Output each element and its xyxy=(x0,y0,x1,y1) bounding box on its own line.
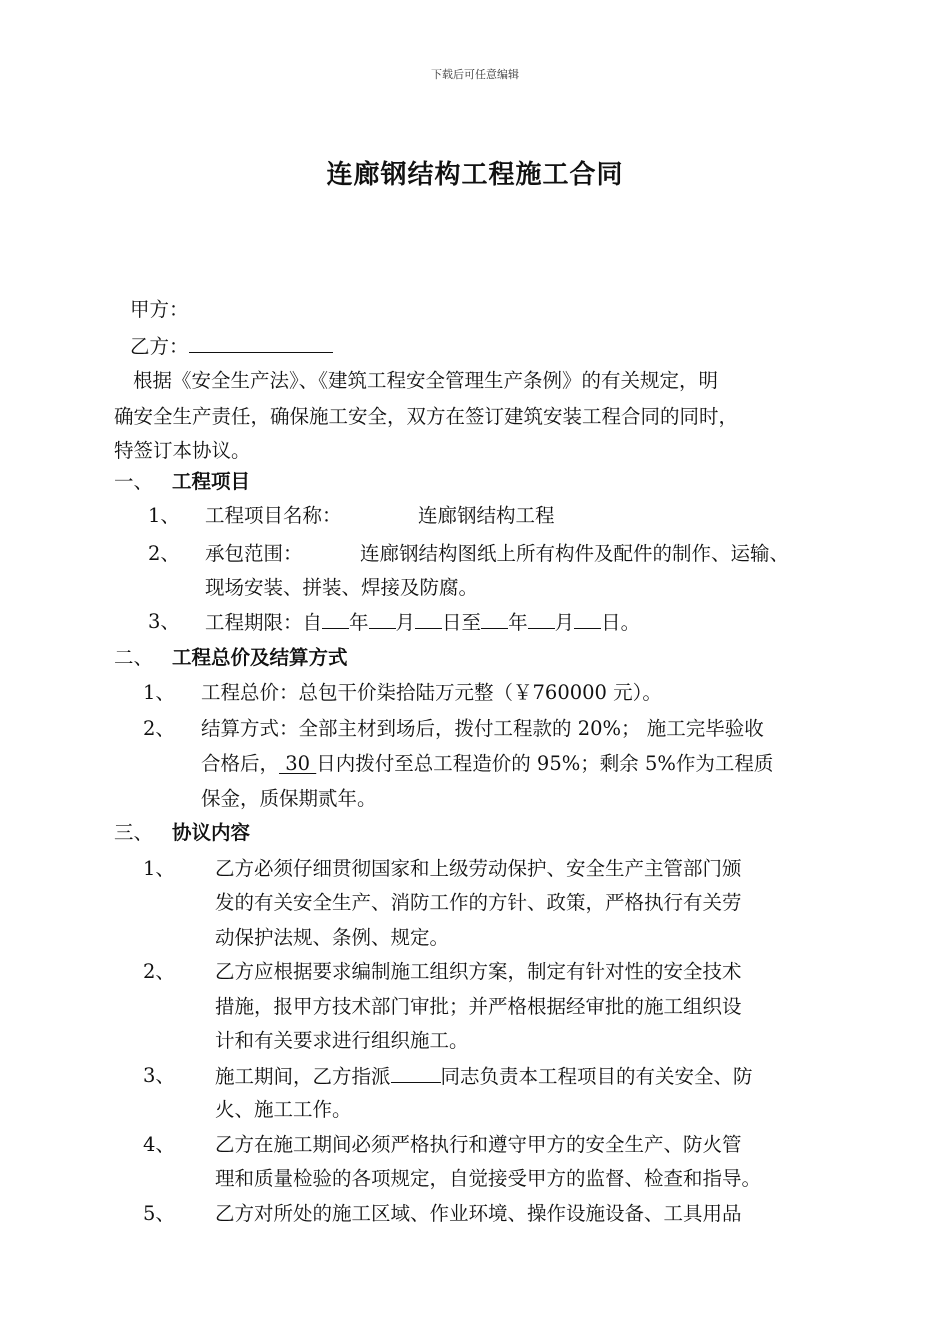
payment-days: 30 xyxy=(279,752,317,775)
start-month-blank xyxy=(369,608,396,629)
end-year-blank xyxy=(481,608,508,629)
start-year-blank xyxy=(322,608,349,629)
intro-line-2: 确安全生产责任，确保施工安全，双方在签订建筑安装工程合同的同时， xyxy=(114,405,739,428)
section3-item3-line2: 火、施工工作。 xyxy=(215,1098,352,1121)
party-a-label: 甲方： xyxy=(130,298,189,321)
end-day-blank xyxy=(574,608,601,629)
section1-number: 一、 xyxy=(114,470,154,493)
party-b-line xyxy=(130,332,333,361)
section2-number: 二、 xyxy=(114,646,154,669)
section1-item2-cont: 现场安装、拼装、焊接及防腐。 xyxy=(205,576,479,599)
start-day-blank xyxy=(415,608,442,629)
section2-title: 工程总价及结算方式 xyxy=(172,646,348,669)
section3-item1-line2: 发的有关安全生产、消防工作的方针、政策，严格执行有关劳 xyxy=(215,891,742,914)
section3-item1-line3: 动保护法规、条例、规定。 xyxy=(215,926,450,949)
section1-title: 工程项目 xyxy=(172,470,251,493)
section3-title: 协议内容 xyxy=(172,821,251,844)
responsible-person-blank xyxy=(391,1062,441,1083)
section3-number: 三、 xyxy=(114,821,154,844)
document-page: 下载后可任意编辑 连廊钢结构工程施工合同 甲方： 乙方： 根据《安全生产法》、《建筑工程安全管理生产条例》的有关规定，明 确安全生产责任，确保施工安全，双方在签订建筑安装工程合同的同时， 特签订本协议。 一、 工程项目 1、 工程项目名称： 连廊钢结构工程 2、 承包范围： 连廊钢结构图纸上所有构件及配件的制作、运输、 现场安装、拼装、焊接及防腐。 3、 工程期限：自 年 月 日至 年 月 日。 二、 工程总价及结算方式 1、 工程总价：总包干价柒拾陆万元整（￥760000 元）。 2、 结算方式：全部主材到场后，拨付工程款的 20%； 施工完毕验收 合格后， 30 日内拨付至总工程造价的 95%；剩余 5%作为工程质 保金，质保期贰年。 三、 协议内容 1、 乙方必须仔细贯彻国家和上级劳动保护、安全生产主管部门颁 发的有关安全生产、消防工作的方针、政策，严格执行有关劳 动保护法规、条例、规定。 2、 乙方应根据要求编制施工组织方案，制定有针对性的安全技术 措施，报甲方技术部门审批；并严格根据经审批的施工组织设 计和有关要求进行组织施工。 3、 施工期间，乙方指派 同志负责本工程项目的有关安全、防 火、施工工作。 4、 乙方在施工期间必须严格执行和遵守甲方的安全生产、防火管 理和质量检验的各项规定，自觉接受甲方的监督、检查和指导。 5、 乙方对所处的施工区域、作业环境、操作设施设备、工具用品 xyxy=(0,0,950,1344)
section2-item2-line2: 合格后， 30 日内拨付至总工程造价的 95%；剩余 5%作为工程质 xyxy=(201,752,774,775)
intro-line-1: 根据《安全生产法》、《建筑工程安全管理生产条例》的有关规定，明 xyxy=(133,369,719,392)
header-note: 下载后可任意编辑 xyxy=(431,68,519,81)
section3-item4-line2: 理和质量检验的各项规定，自觉接受甲方的监督、检查和指导。 xyxy=(215,1167,762,1190)
party-b-blank xyxy=(189,332,333,353)
party-b-label: 乙方： xyxy=(130,335,189,358)
section3-item2-line3: 计和有关要求进行组织施工。 xyxy=(215,1029,469,1052)
intro-line-3: 特签订本协议。 xyxy=(114,439,251,462)
contract-title: 连廊钢结构工程施工合同 xyxy=(326,160,624,190)
end-month-blank xyxy=(528,608,555,629)
section3-item2-line2: 措施，报甲方技术部门审批；并严格根据经审批的施工组织设 xyxy=(215,995,742,1018)
section2-item2-line3: 保金，质保期贰年。 xyxy=(201,787,377,810)
